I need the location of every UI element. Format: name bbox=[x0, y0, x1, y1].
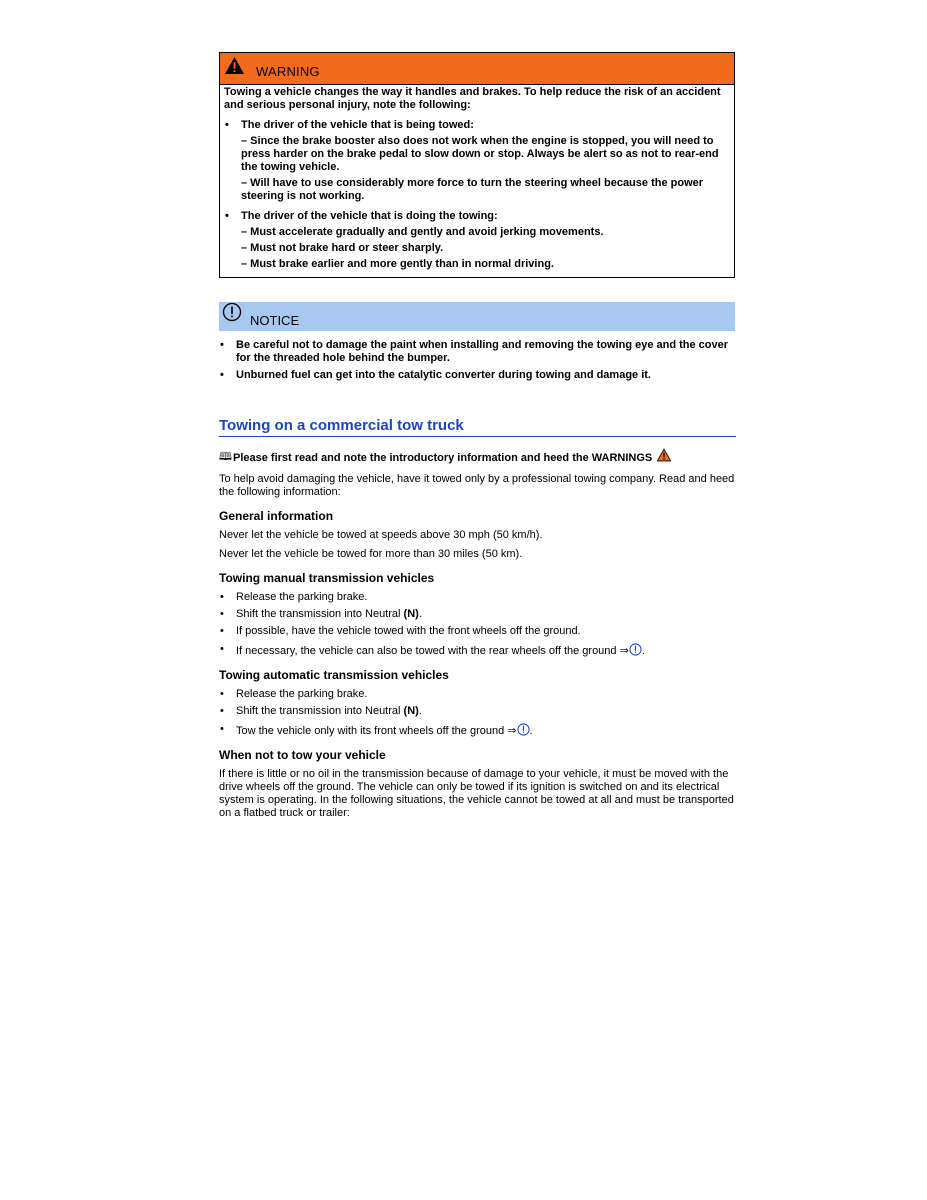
general-line: Never let the vehicle be towed at speeds above 30 mph (50 km/h). bbox=[219, 529, 543, 541]
intro-line bbox=[219, 448, 735, 467]
warning-group bbox=[224, 210, 728, 271]
book-icon: 🕮 bbox=[219, 451, 232, 463]
list-item: • Shift the transmission into Neutral (N). bbox=[219, 705, 735, 718]
lead-paragraph: To help avoid damaging the vehicle, have it towed only by a professional towing company. Read and heed the following information: bbox=[219, 473, 735, 498]
warning-body bbox=[220, 85, 734, 277]
automatic-list bbox=[219, 688, 735, 738]
list-item: • Release the parking brake. bbox=[219, 591, 735, 604]
not-tow-heading: When not to tow your vehicle bbox=[219, 748, 386, 762]
warning-dash-item: – Must accelerate gradually and gently and avoid jerking movements. bbox=[241, 226, 604, 238]
general-line: Never let the vehicle be towed for more than 30 miles (50 km). bbox=[219, 548, 523, 560]
notice-body bbox=[219, 339, 735, 382]
manual-heading: Towing manual transmission vehicles bbox=[219, 571, 435, 585]
warning-group bbox=[224, 119, 728, 203]
list-item: • If possible, have the vehicle towed with the front wheels off the ground. bbox=[219, 625, 735, 638]
notice-link-icon[interactable] bbox=[517, 725, 530, 737]
notice-header bbox=[219, 302, 735, 331]
warning-bullet: • The driver of the vehicle that is doing the towing: bbox=[224, 210, 728, 223]
warning-dash-item: – Must brake earlier and more gently than in normal driving. bbox=[241, 258, 554, 270]
warning-triangle-icon bbox=[224, 58, 245, 80]
warning-box bbox=[219, 52, 735, 278]
warning-bullet: • The driver of the vehicle that is being towed: bbox=[224, 119, 728, 132]
warning-header bbox=[220, 53, 734, 85]
list-item: • Tow the vehicle only with its front wheels off the ground ⇒ . bbox=[219, 723, 735, 738]
warning-dash-item: – Will have to use considerably more force to turn the steering wheel because the power steering is not working. bbox=[241, 177, 704, 202]
not-tow-paragraph: If there is little or no oil in the transmission because of damage to your vehicle, it must be moved with the drive wheels off the ground. The vehicle can only be towed if its ignition is switched on and its electrical system is operating. In the following situations, the vehicle cannot be towed at all and must be transported on a flatbed truck or trailer: bbox=[219, 768, 734, 819]
notice-exclamation-icon bbox=[222, 306, 242, 327]
automatic-heading: Towing automatic transmission vehicles bbox=[219, 668, 449, 682]
notice-item: • Be careful not to damage the paint when installing and removing the towing eye and the cover for the threaded hole behind the bumper. bbox=[219, 339, 735, 365]
warnings-link-triangle-icon[interactable] bbox=[652, 451, 672, 465]
warning-dash-item: – Must not brake hard or steer sharply. bbox=[241, 242, 444, 254]
section-title: Towing on a commercial tow truck bbox=[219, 417, 736, 437]
manual-list bbox=[219, 591, 735, 658]
list-item: • Shift the transmission into Neutral (N). bbox=[219, 608, 735, 621]
page bbox=[219, 52, 735, 820]
warning-dash-item: – Since the brake booster also does not work when the engine is stopped, you will need to press harder on the brake pedal to slow down or stop. Always be alert so as not to rear-end the towing vehicle. bbox=[241, 135, 719, 173]
intro-text: Please first read and note the introductory information and heed the WARNINGS bbox=[232, 451, 653, 464]
warning-title: WARNING bbox=[256, 64, 320, 79]
notice-item: • Unburned fuel can get into the catalytic converter during towing and damage it. bbox=[219, 369, 735, 382]
notice-link-icon[interactable] bbox=[629, 645, 642, 657]
notice-title: NOTICE bbox=[250, 312, 300, 328]
general-heading: General information bbox=[219, 509, 334, 523]
warning-intro: Towing a vehicle changes the way it handles and brakes. To help reduce the risk of an accident and serious personal injury, note the following: bbox=[224, 86, 721, 111]
list-item: • If necessary, the vehicle can also be towed with the rear wheels off the ground ⇒ . bbox=[219, 643, 735, 658]
list-item: • Release the parking brake. bbox=[219, 688, 735, 701]
